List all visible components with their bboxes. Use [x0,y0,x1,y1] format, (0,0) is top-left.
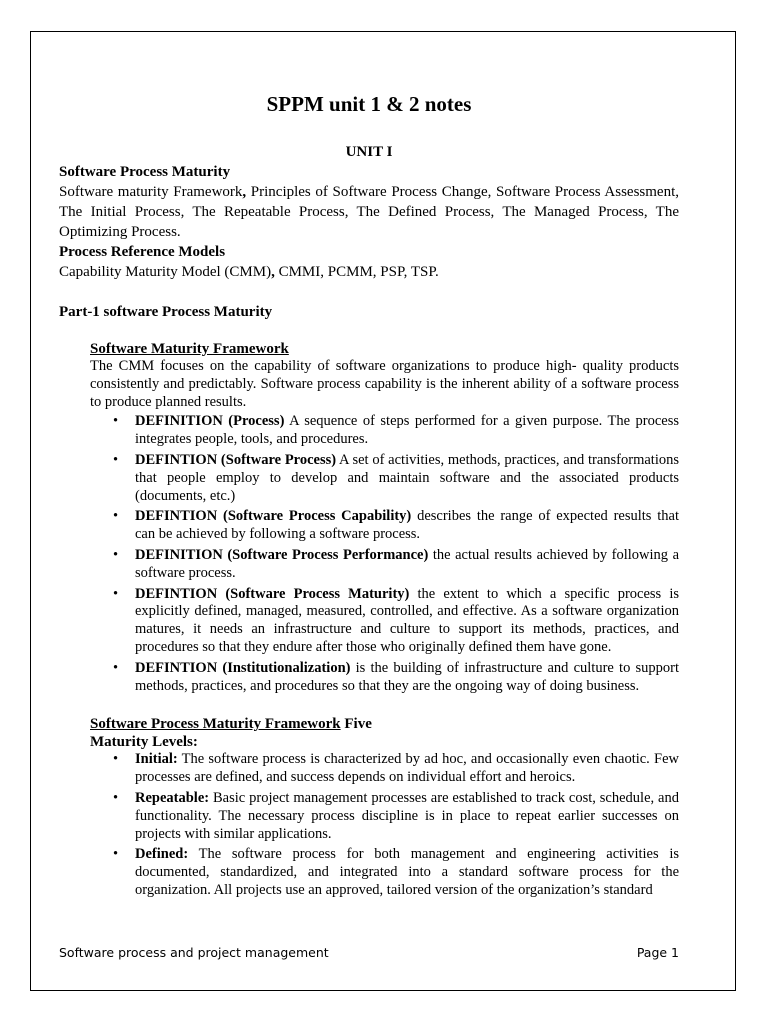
footer-title: Software process and project management [59,945,329,960]
section-text-part: Software maturity Framework [59,184,243,200]
section-text-part: Capability Maturity Model (CMM) [59,264,272,280]
definition-text: is the building of infrastructure and culture to support methods, practices, and procedures so that they are the ongoing way of doing business. [135,659,680,694]
maturity-level-item [113,789,679,843]
bullet-icon: • [113,413,119,430]
bullet-icon: • [113,751,119,768]
definition-item [113,451,679,505]
maturity-levels-heading-rest: Five [340,716,372,733]
bullet-icon: • [113,546,119,563]
maturity-level-term: Initial: [135,751,178,768]
definition-text: describes the range of expected results that can be achieved by following a software process. [135,508,679,543]
maturity-level-term: Repeatable: [135,789,210,806]
definition-text: the actual results achieved by following a software process. [135,546,680,581]
section-text-comma: , [242,184,247,200]
unit-heading: UNIT I [345,144,393,160]
definition-term: DEFINTION (Software Process) [135,451,337,468]
bullet-icon: • [113,659,119,676]
definition-term: DEFINTION (Software Process Maturity) [135,585,410,602]
maturity-level-text: The software process is characterized by ad hoc, and occasionally even chaotic. Few processes are defined, and success depends on individual effort and heroics. [135,751,679,786]
maturity-levels-heading-underlined: Software Process Maturity Framework [90,716,341,733]
definition-item [113,508,679,544]
page-title: SPPM unit 1 & 2 notes [266,92,472,116]
section-heading-reference-models: Process Reference Models [59,244,226,260]
maturity-levels-heading [90,715,679,733]
definition-item [113,413,679,449]
maturity-levels-subheading: Maturity Levels: [90,734,198,751]
maturity-level-term: Defined: [135,846,189,863]
section-text-part: CMMI, PCMM, PSP, TSP. [274,264,439,280]
bullet-icon: • [113,846,119,863]
definition-text: the extent to which a specific process is explicitly defined, managed, measured, controlled, and effective. As a software organization matures, it needs an infrastructure and culture to support its methods, practices, and procedures so that they endure after those who originally defined them have gone. [135,585,679,655]
definition-term: DEFINITION (Software Process Performance) [135,546,429,563]
page-number: Page 1 [636,945,679,960]
definition-term: DEFINITION (Process) [135,413,285,430]
part-heading: Part-1 software Process Maturity [59,304,273,320]
definition-term: DEFINTION (Software Process Capability) [135,508,412,525]
definition-item [113,585,679,657]
maturity-level-list [90,751,679,899]
section-text-reference-models [59,262,679,282]
maturity-level-text: Basic project management processes are established to track cost, schedule, and functionality. The necessary process discipline is in place to repeat earlier successes on projects with similar applications. [135,789,679,842]
maturity-level-text: The software process for both management and engineering activities is documented, standardized, and integrated into a standard software process for the organization. All projects use an approved, tailored version of the organization’s standard [135,846,679,898]
definition-text: A sequence of steps performed for a given purpose. The process integrates people, tools, and procedures. [135,413,679,448]
definition-term: DEFINTION (Institutionalization) [135,659,351,676]
bullet-icon: • [113,451,119,468]
definition-item [113,546,680,583]
definition-item [113,659,680,696]
definition-list [90,413,679,695]
maturity-level-item [113,846,679,899]
section-text-part: Principles of Software Process Change, Software Process Assessment, The Initial Process, The Repeatable Process, The Defined Process, The Managed Process, The Optimizing Process. [59,184,679,240]
section-text-process-maturity [59,182,679,242]
bullet-icon: • [113,508,119,525]
section-text-comma: , [271,264,275,280]
bullet-icon: • [113,585,119,602]
section-heading-process-maturity: Software Process Maturity [59,164,231,180]
maturity-level-item [113,751,679,787]
framework-section [90,340,679,900]
page-footer [59,945,679,963]
definition-text: A set of activities, methods, practices, and transformations that people employ to develop and maintain software and the associated products (documents, etc.) [135,451,679,504]
page-content [59,90,679,903]
bullet-icon: • [113,789,119,806]
framework-heading: Software Maturity Framework [90,341,289,357]
framework-intro: The CMM focuses on the capability of software organizations to produce high- quality products consistently and predictably. Software process capability is the inherent ability of a software process to produce planned results. [90,358,679,410]
